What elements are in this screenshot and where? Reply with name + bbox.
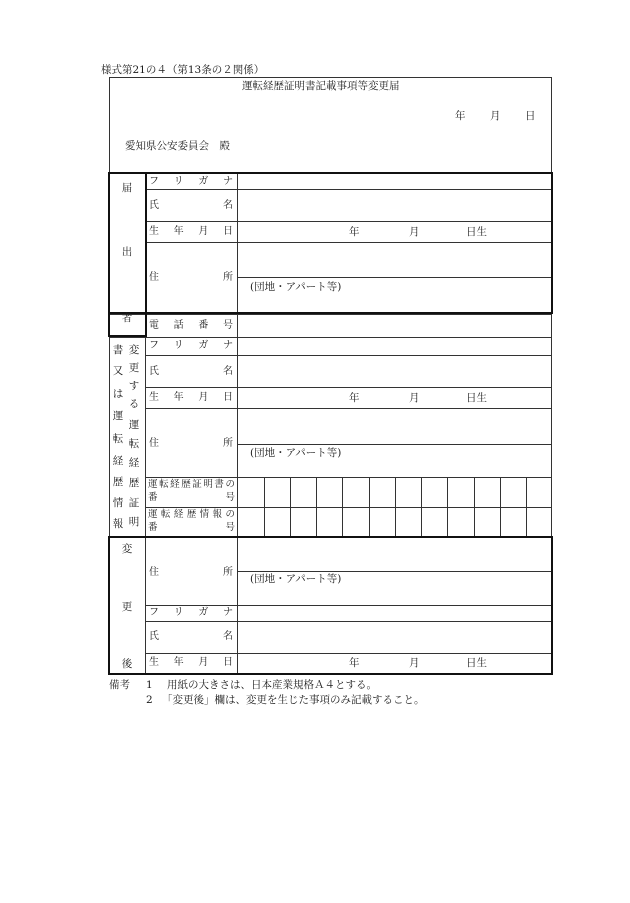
date-year-label: 年	[455, 110, 466, 122]
to-change-label-char: 変	[128, 344, 140, 356]
notifier-address-label: 住 所	[149, 272, 233, 283]
to-change-furigana-label: フ リ ガ ナ	[149, 340, 233, 351]
after-furigana-label: フ リ ガ ナ	[149, 607, 233, 618]
to-change-label-char: 転	[128, 438, 140, 450]
to-change-label-char: 運	[128, 419, 140, 431]
to-change-name-label: 氏 名	[149, 366, 233, 377]
date-month-label: 月	[490, 110, 501, 122]
to-change-label-char: 経	[128, 457, 140, 469]
remark-number: 2	[146, 694, 153, 706]
notifier-furigana-field[interactable]	[238, 174, 551, 189]
remark-text: 「変更後」欄は、変更を生じた事項のみ記載すること。	[162, 694, 425, 706]
after-change-label-char: 更	[121, 601, 133, 613]
notifier-birth-field[interactable]	[238, 222, 551, 242]
to-change-birth-label: 生 年 月 日	[149, 392, 233, 403]
to-change-address-field[interactable]	[238, 409, 551, 477]
after-address-label: 住 所	[149, 567, 233, 578]
to-change-label-char: す	[128, 380, 140, 392]
to-change-label-char: 運	[112, 410, 124, 422]
addressee: 愛知県公安委員会 殿	[125, 140, 230, 152]
birth-day-unit: 日生	[466, 392, 487, 404]
after-change-label-char: 後	[121, 658, 133, 670]
after-address-field[interactable]	[238, 539, 551, 605]
notifier-name-label: 氏 名	[149, 200, 233, 211]
after-name-field[interactable]	[238, 622, 551, 653]
birth-year-unit: 年	[349, 392, 360, 404]
birth-month-unit: 月	[409, 657, 420, 669]
to-change-label-char: 歴	[128, 477, 140, 489]
to-change-label-char: 報	[112, 518, 124, 530]
notifier-phone-field[interactable]	[238, 315, 551, 337]
to-change-label-char: 更	[128, 362, 140, 374]
to-change-label-char: る	[128, 398, 140, 410]
to-change-label-char: 証	[128, 497, 140, 509]
to-change-label-char: 明	[128, 516, 140, 528]
form-number: 様式第21の４（第13条の２関係）	[101, 64, 265, 76]
apartment-note: (団地・アパート等)	[250, 281, 342, 293]
notifier-furigana-label: フ リ ガ ナ	[149, 176, 233, 187]
birth-month-unit: 月	[409, 392, 420, 404]
notifier-address-field[interactable]	[238, 243, 551, 313]
to-change-label-char: 書	[112, 344, 124, 356]
to-change-label-char: 又	[112, 365, 124, 377]
to-change-label-char: は	[112, 388, 124, 400]
date-day-label: 日	[525, 110, 536, 122]
to-change-label-char: 経	[112, 455, 124, 467]
form-title: 運転経歴証明書記載事項等変更届	[242, 80, 400, 92]
to-change-label-char: 転	[112, 433, 124, 445]
remarks-label: 備考	[109, 679, 130, 691]
after-furigana-field[interactable]	[238, 606, 551, 621]
after-birth-field[interactable]	[238, 654, 551, 673]
to-change-name-field[interactable]	[238, 356, 551, 387]
info-number-field[interactable]	[238, 508, 551, 537]
birth-month-unit: 月	[409, 226, 420, 238]
after-change-label-char: 変	[121, 543, 133, 555]
to-change-address-label: 住 所	[149, 438, 233, 449]
notifier-phone-label: 電 話 番 号	[149, 320, 233, 331]
notifier-label-char: 者	[121, 312, 133, 324]
to-change-label-char: 情	[112, 497, 124, 509]
birth-day-unit: 日生	[466, 657, 487, 669]
to-change-furigana-field[interactable]	[238, 338, 551, 355]
to-change-label-char: 歴	[112, 476, 124, 488]
birth-year-unit: 年	[349, 657, 360, 669]
notifier-birth-label: 生 年 月 日	[149, 226, 233, 237]
cert-number-field[interactable]	[238, 478, 551, 507]
remark-number: 1	[146, 679, 153, 691]
apartment-note: (団地・アパート等)	[250, 447, 342, 459]
remark-text: 用紙の大きさは、日本産業規格Ａ４とする。	[167, 679, 377, 691]
to-change-birth-field[interactable]	[238, 388, 551, 408]
after-name-label: 氏 名	[149, 631, 233, 642]
notifier-name-field[interactable]	[238, 190, 551, 221]
birth-year-unit: 年	[349, 226, 360, 238]
birth-day-unit: 日生	[466, 226, 487, 238]
after-birth-label: 生 年 月 日	[149, 657, 233, 668]
notifier-label-char: 出	[121, 246, 133, 258]
apartment-note: (団地・アパート等)	[250, 573, 342, 585]
notifier-label-char: 届	[121, 182, 133, 194]
